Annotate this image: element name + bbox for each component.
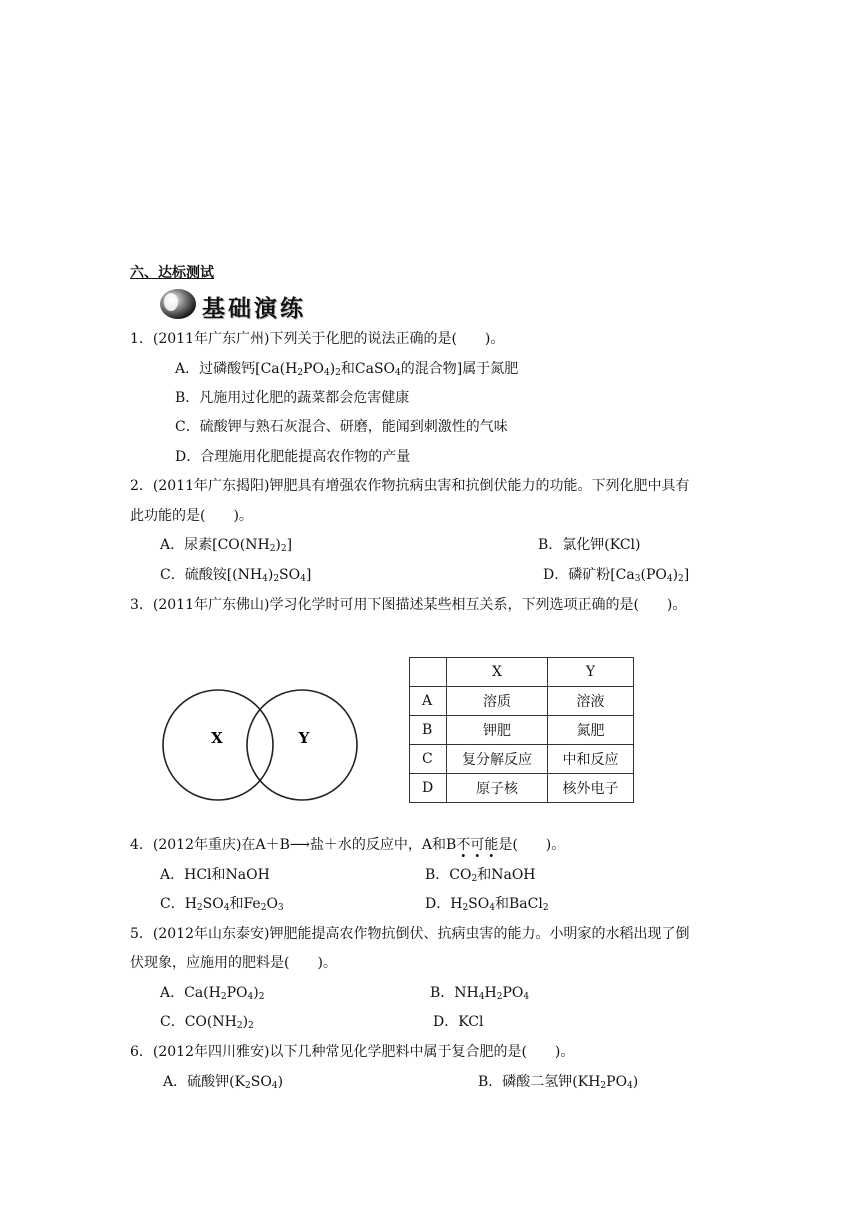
q2-option-b: B．氯化钾(KCl) (538, 537, 641, 553)
q5-stem-line2: 伏现象，应施用的肥料是( )。 (130, 955, 337, 971)
table-cell: 原子核 (447, 774, 548, 803)
table-row (410, 716, 634, 745)
q1-stem: 1．(2011年广东广州)下列关于化肥的说法正确的是( )。 (130, 331, 505, 347)
q4-stem: 4．(2012年重庆)在A＋B⟶盐＋水的反应中，A和B不可能是( )。 (130, 837, 566, 853)
q6-option-b: B．磷酸二氢钾$(KH_2PO_4)$ (478, 1074, 639, 1091)
q5-option-d: D．KCl (433, 1014, 484, 1030)
emphasis-char: 不 (456, 837, 471, 853)
q1-option-a: A．过磷酸钙[$Ca(H_2PO_4)_2$和CaSO$_4$的混合物]属于氮肥 (175, 361, 519, 378)
q2-option-c: C．硫酸铵$[(NH_4)_2SO_4]$ (160, 567, 312, 584)
q2-option-d: D．磷矿粉$[Ca_3(PO_4)_2]$ (543, 567, 690, 584)
table-header-y: Y (548, 658, 634, 687)
table-row (410, 774, 634, 803)
q4-option-a: A．HCl和NaOH (160, 867, 270, 883)
table-row (410, 687, 634, 716)
q1-option-d: D．合理施用化肥能提高农作物的产量 (175, 449, 411, 465)
q4-option-d: D．$H_2SO_4$和BaCl$_2$ (425, 896, 549, 913)
table-cell: 氮肥 (548, 716, 634, 745)
table-cell: 中和反应 (548, 745, 634, 774)
venn-diagram (155, 675, 365, 815)
table-cell: A (410, 687, 447, 716)
emphasis-char: 可 (470, 837, 485, 853)
section-title: 六、达标测试 (130, 265, 214, 281)
q6-option-a: A．硫酸钾$(K_2SO_4)$ (163, 1074, 284, 1091)
table-row (410, 745, 634, 774)
banner-sphere-icon (158, 287, 202, 321)
table-header-x: X (447, 658, 548, 687)
venn-label-x: X (211, 729, 223, 747)
relation-table (409, 657, 634, 803)
table-cell: D (410, 774, 447, 803)
q6-stem: 6．(2012年四川雅安)以下几种常见化学肥料中属于复合肥的是( )。 (130, 1044, 575, 1060)
q1-option-b: B．凡施用过化肥的蔬菜都会危害健康 (175, 390, 410, 406)
q2-stem-line1: 2．(2011年广东揭阳)钾肥具有增强农作物抗病虫害和抗倒伏能力的功能。下列化肥中具有 (130, 478, 690, 494)
table-cell (410, 658, 447, 687)
q4-option-b: B．$CO_2$和NaOH (425, 867, 536, 884)
q5-option-b: B．$NH_4H_2PO_4$ (430, 985, 530, 1002)
table-cell: C (410, 745, 447, 774)
q5-option-a: A．$Ca(H_2PO_4)_2$ (160, 985, 265, 1002)
venn-label-y: Y (298, 729, 310, 747)
banner (158, 287, 328, 321)
q1-option-c: C．硫酸钾与熟石灰混合、研磨，能闻到刺激性的气味 (175, 419, 508, 435)
table-cell: 钾肥 (447, 716, 548, 745)
emphasis-char: 能 (484, 837, 499, 853)
banner-title: 基础演练 (202, 296, 306, 322)
q2-stem-line2: 此功能的是( )。 (130, 508, 253, 524)
table-cell: 溶质 (447, 687, 548, 716)
q4-option-c: C．$H_2SO_4$和$Fe_2O_3$ (160, 896, 284, 913)
q3-stem: 3．(2011年广东佛山)学习化学时可用下图描述某些相互关系，下列选项正确的是( )。 (130, 597, 687, 613)
q5-option-c: C．$CO(NH_2)_2$ (160, 1014, 254, 1031)
table-cell: B (410, 716, 447, 745)
q2-option-a: A．尿素$[CO(NH_2)_2]$ (160, 537, 293, 554)
table-cell: 复分解反应 (447, 745, 548, 774)
table-row (410, 658, 634, 687)
table-cell: 核外电子 (548, 774, 634, 803)
table-cell: 溶液 (548, 687, 634, 716)
q5-stem-line1: 5．(2012年山东泰安)钾肥能提高农作物抗倒伏、抗病虫害的能力。小明家的水稻出现了倒 (130, 926, 690, 942)
